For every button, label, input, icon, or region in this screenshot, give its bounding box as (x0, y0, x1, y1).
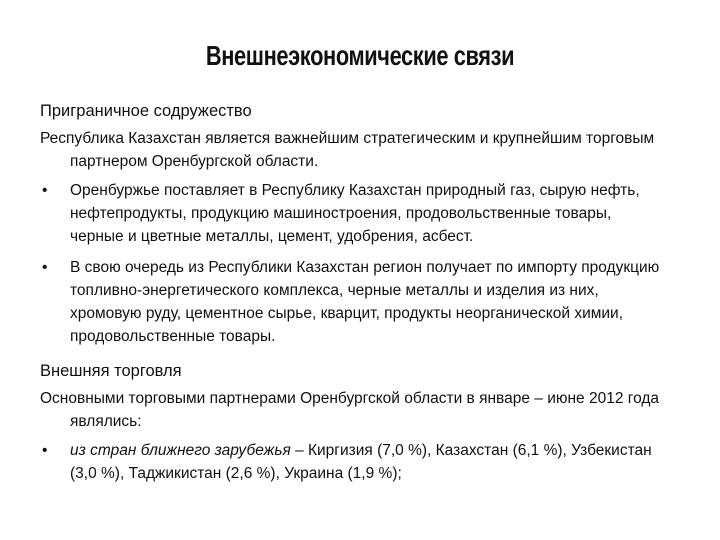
section-heading-foreign-trade: Внешняя торговля (40, 362, 182, 380)
bullet-dot: • (42, 442, 48, 459)
bullet-item-imports (40, 256, 668, 348)
bullet-item-exports (40, 179, 668, 248)
bullet-text-imports: В свою очередь из Республики Казахстан регион получает по импорту продукцию топливно-энергетического комплекса, черные металлы и изделия из них, хромовую руду, цементное сырье, кварцит, продукты неорганической химии, продовольственные товары. (70, 259, 660, 345)
slide-content (40, 100, 668, 493)
paragraph-kazakhstan-partner: Республика Казахстан является важнейшим стратегическим и крупнейшим торговым партнером Оренбургской области. (40, 130, 655, 170)
bullet-text-near-abroad-label: из стран ближнего зарубежья (70, 442, 291, 459)
bullet-item-near-abroad (40, 439, 668, 485)
bullet-text-near-abroad-countries: – Киргизия (7,0 %), Казахстан (6,1 %), Узбекистан (3,0 %), Таджикистан (2,6 %), Украина (1,9 %); (70, 442, 652, 482)
bullet-dot: • (42, 182, 48, 199)
section-heading-border-cooperation: Приграничное содружество (40, 102, 252, 120)
bullet-text-exports: Оренбуржье поставляет в Республику Казахстан природный газ, сырую нефть, нефтепродукты, продукцию машиностроения, продовольственные товары, черные и цветные металлы, цемент, удобрения, асбест. (70, 182, 640, 245)
paragraph-trade-partners: Основными торговыми партнерами Оренбургской области в январе – июне 2012 года являлись: (40, 390, 660, 430)
slide-title: Внешнеэкономические связи (205, 40, 515, 71)
bullet-dot: • (42, 259, 48, 276)
